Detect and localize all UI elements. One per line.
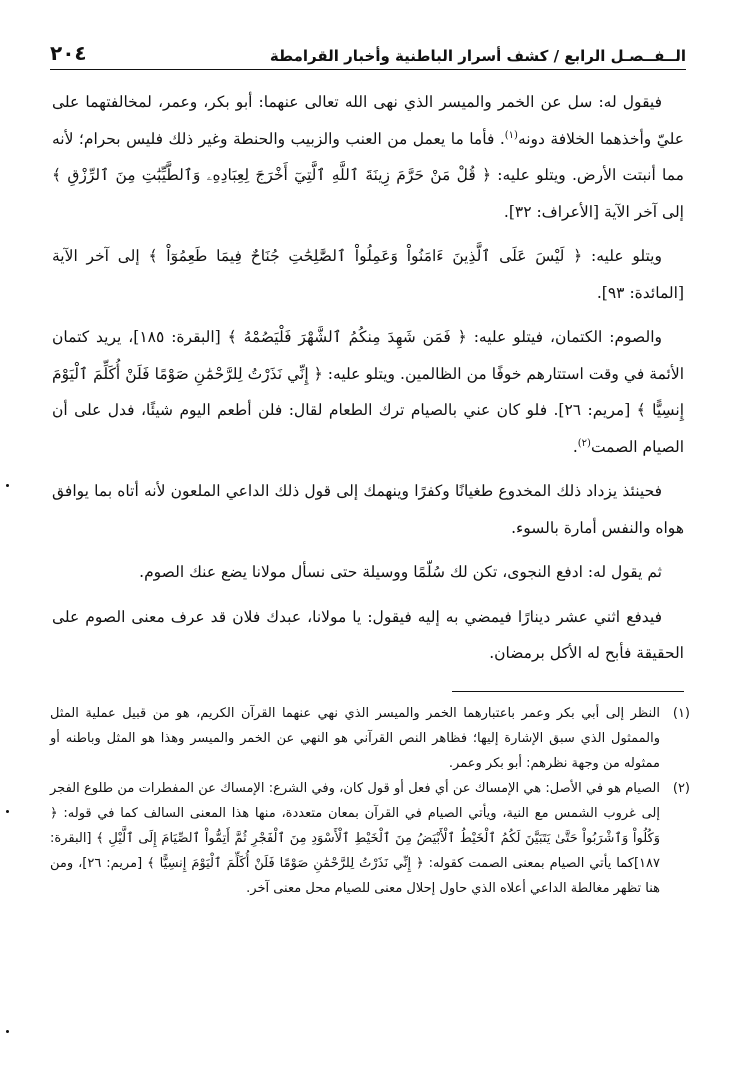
footnote-1-text: النظر إلى أبي بكر وعمر باعتبارهما الخمر والميسر الذي نهي عنهما القرآن الكريم، هو من قبيل عملية المثل والممثول الذي سبق الإشارة إليها؛ فظاهر النص القرآني هو النهي عن الخمر والميسر وهذا هو المثل وباطنه أو ممثوله من وجهة نظرهم: أبو بكر وعمر. (50, 706, 660, 771)
margin-mark (6, 810, 9, 813)
footnote-2-text (50, 777, 660, 901)
paragraph-2-text-b: إلى آخر الآية [المائدة: ٩٣]. (52, 247, 684, 302)
paragraph-3 (52, 319, 684, 465)
paragraph-3-text-a: والصوم: الكتمان، فيتلو عليه: (466, 328, 663, 346)
quran-verse-maryam: ﴿ إِنِّي نَذَرْتُ لِلرَّحْمَٰنِ صَوْمًا فَلَنْ أُكَلِّمَ ٱلْيَوْمَ إِنسِيًّا ﴾ (52, 364, 684, 419)
paragraph-3-text-b: [البقرة: ١٨٥]، يريد كتمان الأئمة في وقت استتارهم خوفًا من الظالمين. ويتلو عليه: (52, 328, 684, 383)
footnote-1-number: (١) (672, 706, 690, 721)
margin-mark (6, 484, 9, 487)
margin-mark (6, 1030, 9, 1033)
paragraph-3-text-d: . (572, 437, 578, 456)
footnote-marker-1: (١) (504, 129, 518, 141)
footnotes (50, 702, 690, 902)
paragraph-3-text-c: [مريم: ٢٦]. فلو كان عني بالصيام ترك الطعام لقال: فلن أطعم اليوم شيئًا، فدل على أن الصيام الصمت (52, 401, 684, 456)
paragraph-2-text-a: ويتلو عليه: (582, 247, 662, 265)
footnote-2 (50, 777, 690, 901)
paragraph-1-text-c: إلى آخر الآية [الأعراف: ٣٢]. (503, 202, 684, 221)
quran-verse-maidah: ﴿ لَيْسَ عَلَى ٱلَّذِينَ ءَامَنُواْ وَعَمِلُواْ ٱلصَّٰلِحَٰتِ جُنَاحٌ فِيمَا طَعِمُوٓاْ ﴾ (148, 247, 583, 265)
paragraph-5: ثم يقول له: ادفع النجوى، تكن لك سُلّمًا ووسيلة حتى نسأل مولانا يضع عنك الصوم. (139, 563, 662, 581)
quran-verse-araf: ﴿ قُلْ مَنْ حَرَّمَ زِينَةَ ٱللَّهِ ٱلَّتِيٓ أَخْرَجَ لِعِبَادِهِۦ وَٱلطَّيِّبَٰتِ مِنَ ٱلرِّزْقِ ﴾ (52, 166, 492, 184)
footnote-2-text-b: [البقرة: ١٨٧]كما يأتي الصيام بمعنى الصمت كقوله: (50, 830, 660, 871)
footnote-2-number: (٢) (672, 781, 690, 797)
footnote-2-quran-baqarah: ﴿ وَكُلُواْ وَٱشْرَبُواْ حَتَّىٰ يَتَبَيَّنَ لَكُمُ ٱلْخَيْطُ ٱلْأَبْيَضُ مِنَ ٱلْخَيْطِ ٱلْأَسْوَدِ مِنَ ٱلْفَجْرِ ثُمَّ أَتِمُّواْ ٱلصِّيَامَ إِلَى ٱلَّيْلِ ﴾ (50, 806, 661, 846)
paragraph-1-text-a: فيقول له: سل عن الخمر والميسر الذي نهى الله تعالى عنهما: أبو بكر، وعمر، لمخالفتهما على عليّ وأخذهما الخلافة دونه (52, 93, 684, 148)
footnote-2-text-c: [مريم: ٢٦]، ومن هنا تظهر مغالطة الداعي أعلاه الذي حاول إحلال معنى للصيام محل معنى آخر. (50, 855, 660, 896)
footnote-2-text-a: الصيام هو في الأصل: هي الإمساك عن أي فعل أو قول كان، وفي الشرع: الإمساك عن المفطرات من طلوع الفجر إلى غروب الشمس مع النية، ويأتي الصيام في القرآن بمعان متعددة، منها هذا المعنى السالف كما في قوله: (50, 781, 660, 822)
paragraph-1-text-b: . فأما ما يعمل من العنب والزبيب والحنطة وغير ذلك فليس بحرام؛ لأنه مما أنبتت الأرض. ويتلو عليه: (52, 129, 684, 184)
page-number: ٢٠٤ (50, 41, 87, 65)
paragraph-1 (52, 84, 684, 230)
footnote-1 (50, 702, 690, 776)
footnote-marker-2: (٢) (577, 437, 591, 449)
footnote-separator (452, 691, 684, 692)
paragraph-6: فيدفع اثني عشر دينارًا فيمضي به إليه فيقول: يا مولانا، عبدك فلان قد عرف معنى الصوم على الحقيقة فأبح له الأكل برمضان. (52, 607, 684, 662)
page-header (50, 30, 686, 70)
running-title: الــفــصـل الرابع / كشف أسرار الباطنية وأخبار القرامطة (269, 47, 686, 65)
paragraph-2 (52, 238, 684, 311)
footnote-2-quran-maryam: ﴿ إِنِّي نَذَرْتُ لِلرَّحْمَٰنِ صَوْمًا فَلَنْ أُكَلِّمَ ٱلْيَوْمَ إِنسِيًّا ﴾ (147, 855, 424, 871)
quran-verse-baqarah: ﴿ فَمَن شَهِدَ مِنكُمُ ٱلشَّهْرَ فَلْيَصُمْهُ ﴾ (227, 328, 467, 346)
paragraph-4: فحينئذ يزداد ذلك المخدوع طغيانًا وكفرًا وينهمك إلى قول ذلك الداعي الملعون لأنه أتاه بما يوافق هواه والنفس أمارة بالسوء. (52, 482, 684, 537)
main-text (52, 84, 684, 680)
